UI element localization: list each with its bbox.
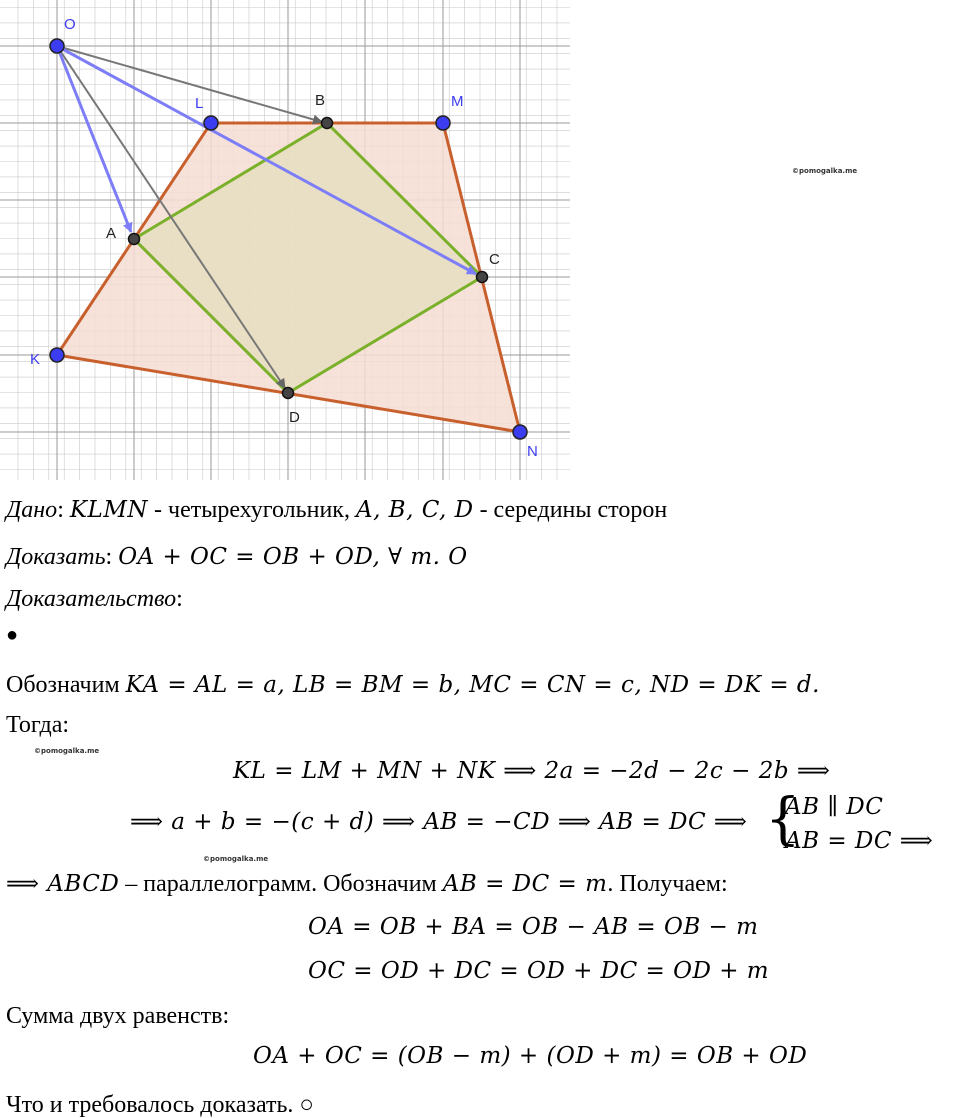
parallelogram-line <box>6 872 728 896</box>
point-l <box>204 116 218 130</box>
watermark: ©pomogalka.me <box>792 167 858 175</box>
point-c <box>477 272 488 283</box>
label-d: D <box>289 409 300 426</box>
denote-expression: KA = AL = a, LB = BM = b, MC = CN = c, ND = DK = d. <box>125 672 820 698</box>
label-l: L <box>195 95 204 112</box>
denote-word: Обозначим <box>6 672 126 698</box>
parallelogram-name: ⟹ ABCD <box>6 871 120 897</box>
given-end: - середины сторон <box>473 497 668 523</box>
given-line <box>6 498 667 522</box>
qed-line: Что и требовалось доказать. ○ <box>6 1092 314 1118</box>
parallelogram-text: – параллелограмм. Обозначим <box>119 871 443 897</box>
denote-line <box>6 673 820 697</box>
proof-colon: : <box>176 586 183 612</box>
given-points: A, B, C, D <box>355 497 474 523</box>
watermark: ©pomogalka.me <box>34 747 100 755</box>
equation-5: OA + OC = (OB − m) + (OD + m) = OB + OD <box>253 1043 808 1069</box>
equation-3: OA = OB + BA = OB − AB = OB − m <box>308 914 759 940</box>
parallelogram-end: . Получаем: <box>607 871 728 897</box>
prove-colon: : <box>105 544 119 570</box>
equation-2: ⟹ a + b = −(c + d) ⟹ AB = −CD ⟹ AB = DC ⟹ <box>130 809 748 835</box>
point-o <box>50 39 64 53</box>
system-line-1: AB ∥ DC <box>785 794 884 820</box>
label-o: O <box>64 16 76 33</box>
proof-line <box>6 587 183 611</box>
given-colon: : <box>57 497 70 523</box>
label-c: C <box>489 251 500 268</box>
label-a: A <box>106 225 117 242</box>
system-brace: { <box>765 787 801 852</box>
point-b <box>322 118 333 129</box>
equation-4: OC = OD + DC = OD + DC = OD + m <box>308 958 770 984</box>
bullet: ● <box>6 624 19 646</box>
watermark: ©pomogalka.me <box>203 855 269 863</box>
sum-label: Сумма двух равенств: <box>6 1003 230 1029</box>
prove-label: Доказать <box>6 544 106 570</box>
label-n: N <box>527 443 538 460</box>
given-quad: KLMN <box>69 497 148 523</box>
equation-1: KL = LM + MN + NK ⟹ 2a = −2d − 2c − 2b ⟹ <box>233 758 831 784</box>
then-line: Тогда: <box>6 712 70 738</box>
proof-label: Доказательство <box>6 586 177 612</box>
vector-ob <box>57 46 322 122</box>
label-k: K <box>30 351 41 368</box>
given-rest: - четырехугольник, <box>148 497 356 523</box>
parallelogram-expression: AB = DC = m <box>442 871 608 897</box>
geometry-figure <box>0 0 570 480</box>
label-b: B <box>315 92 326 109</box>
point-a <box>129 234 140 245</box>
point-d <box>283 388 294 399</box>
given-label: Дано <box>6 497 58 523</box>
prove-line <box>6 545 468 569</box>
point-k <box>50 348 64 362</box>
point-m <box>436 116 450 130</box>
label-m: M <box>451 93 464 110</box>
system-line-2: AB = DC ⟹ <box>785 828 934 854</box>
point-n <box>513 425 527 439</box>
prove-expression: OA + OC = OB + OD, ∀ т. O <box>118 544 468 570</box>
